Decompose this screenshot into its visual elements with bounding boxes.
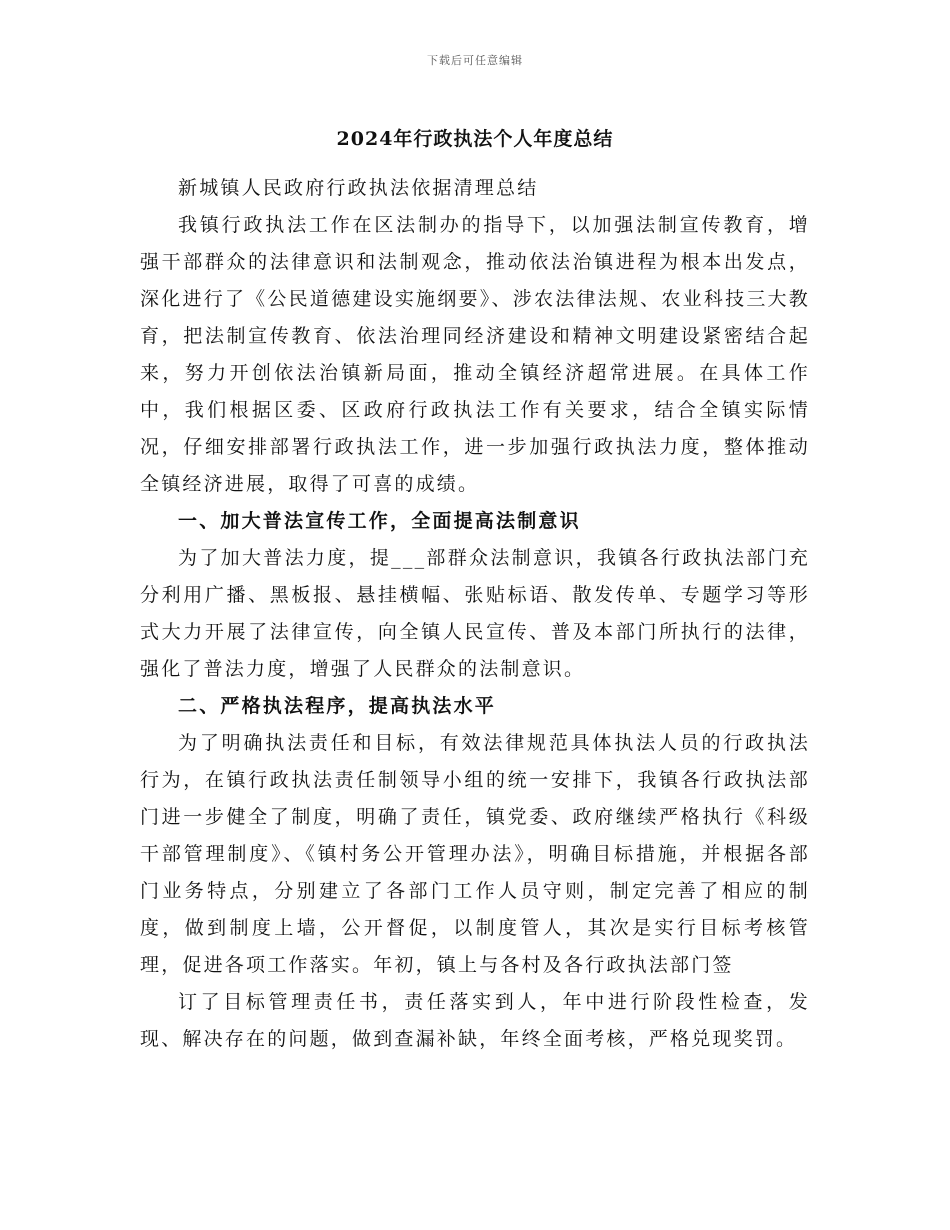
subtitle-paragraph: 新城镇人民政府行政执法依据清理总结 [178,177,539,199]
body-paragraph: 我镇行政执法工作在区法制办的指导下，以加强法制宣传教育，增强干部群众的法律意识和法制观念，推动依法治镇进程为根本出发点，深化进行了《公民道德建设实施纲要》、涉农法律法规、农业科技三大教育，把法制宣传教育、依法治理同经济建设和精神文明建设紧密结合起来，努力开创依法治镇新局面，推动全镇经济超常进展。在具体工作中，我们根据区委、区政府行政执法工作有关要求，结合全镇实际情况，仔细安排部署行政执法工作，进一步加强行政执法力度，整体推动全镇经济进展，取得了可喜的成绩。 [140,214,810,495]
body-paragraph: 订了目标管理责任书，责任落实到人，年中进行阶段性检查，发现、解决存在的问题，做到查漏补缺，年终全面考核，严格兑现奖罚。 [140,991,810,1050]
header-note: 下载后可任意编辑 [427,54,523,67]
section-heading: 一、加大普法宣传工作，全面提高法制意识 [178,510,581,532]
body-paragraph: 为了加大普法力度，提___部群众法制意识，我镇各行政执法部门充分利用广播、黑板报、悬挂横幅、张贴标语、散发传单、专题学习等形式大力开展了法律宣传，向全镇人民宣传、普及本部门所执行的法律，强化了普法力度，增强了人民群众的法制意识。 [140,547,810,680]
document-body [140,170,810,1058]
section-heading: 二、严格执法程序，提高执法水平 [178,695,497,717]
body-paragraph: 为了明确执法责任和目标，有效法律规范具体执法人员的行政执法行为，在镇行政执法责任制领导小组的统一安排下，我镇各行政执法部门进一步健全了制度，明确了责任，镇党委、政府继续严格执行《科级干部管理制度》、《镇村务公开管理办法》，明确目标措施，并根据各部门业务特点，分别建立了各部门工作人员守则，制定完善了相应的制度，做到制度上墙，公开督促，以制度管人，其次是实行目标考核管理，促进各项工作落实。年初，镇上与各村及各行政执法部门签 [140,732,810,976]
document-title: 2024年行政执法个人年度总结 [336,128,614,150]
